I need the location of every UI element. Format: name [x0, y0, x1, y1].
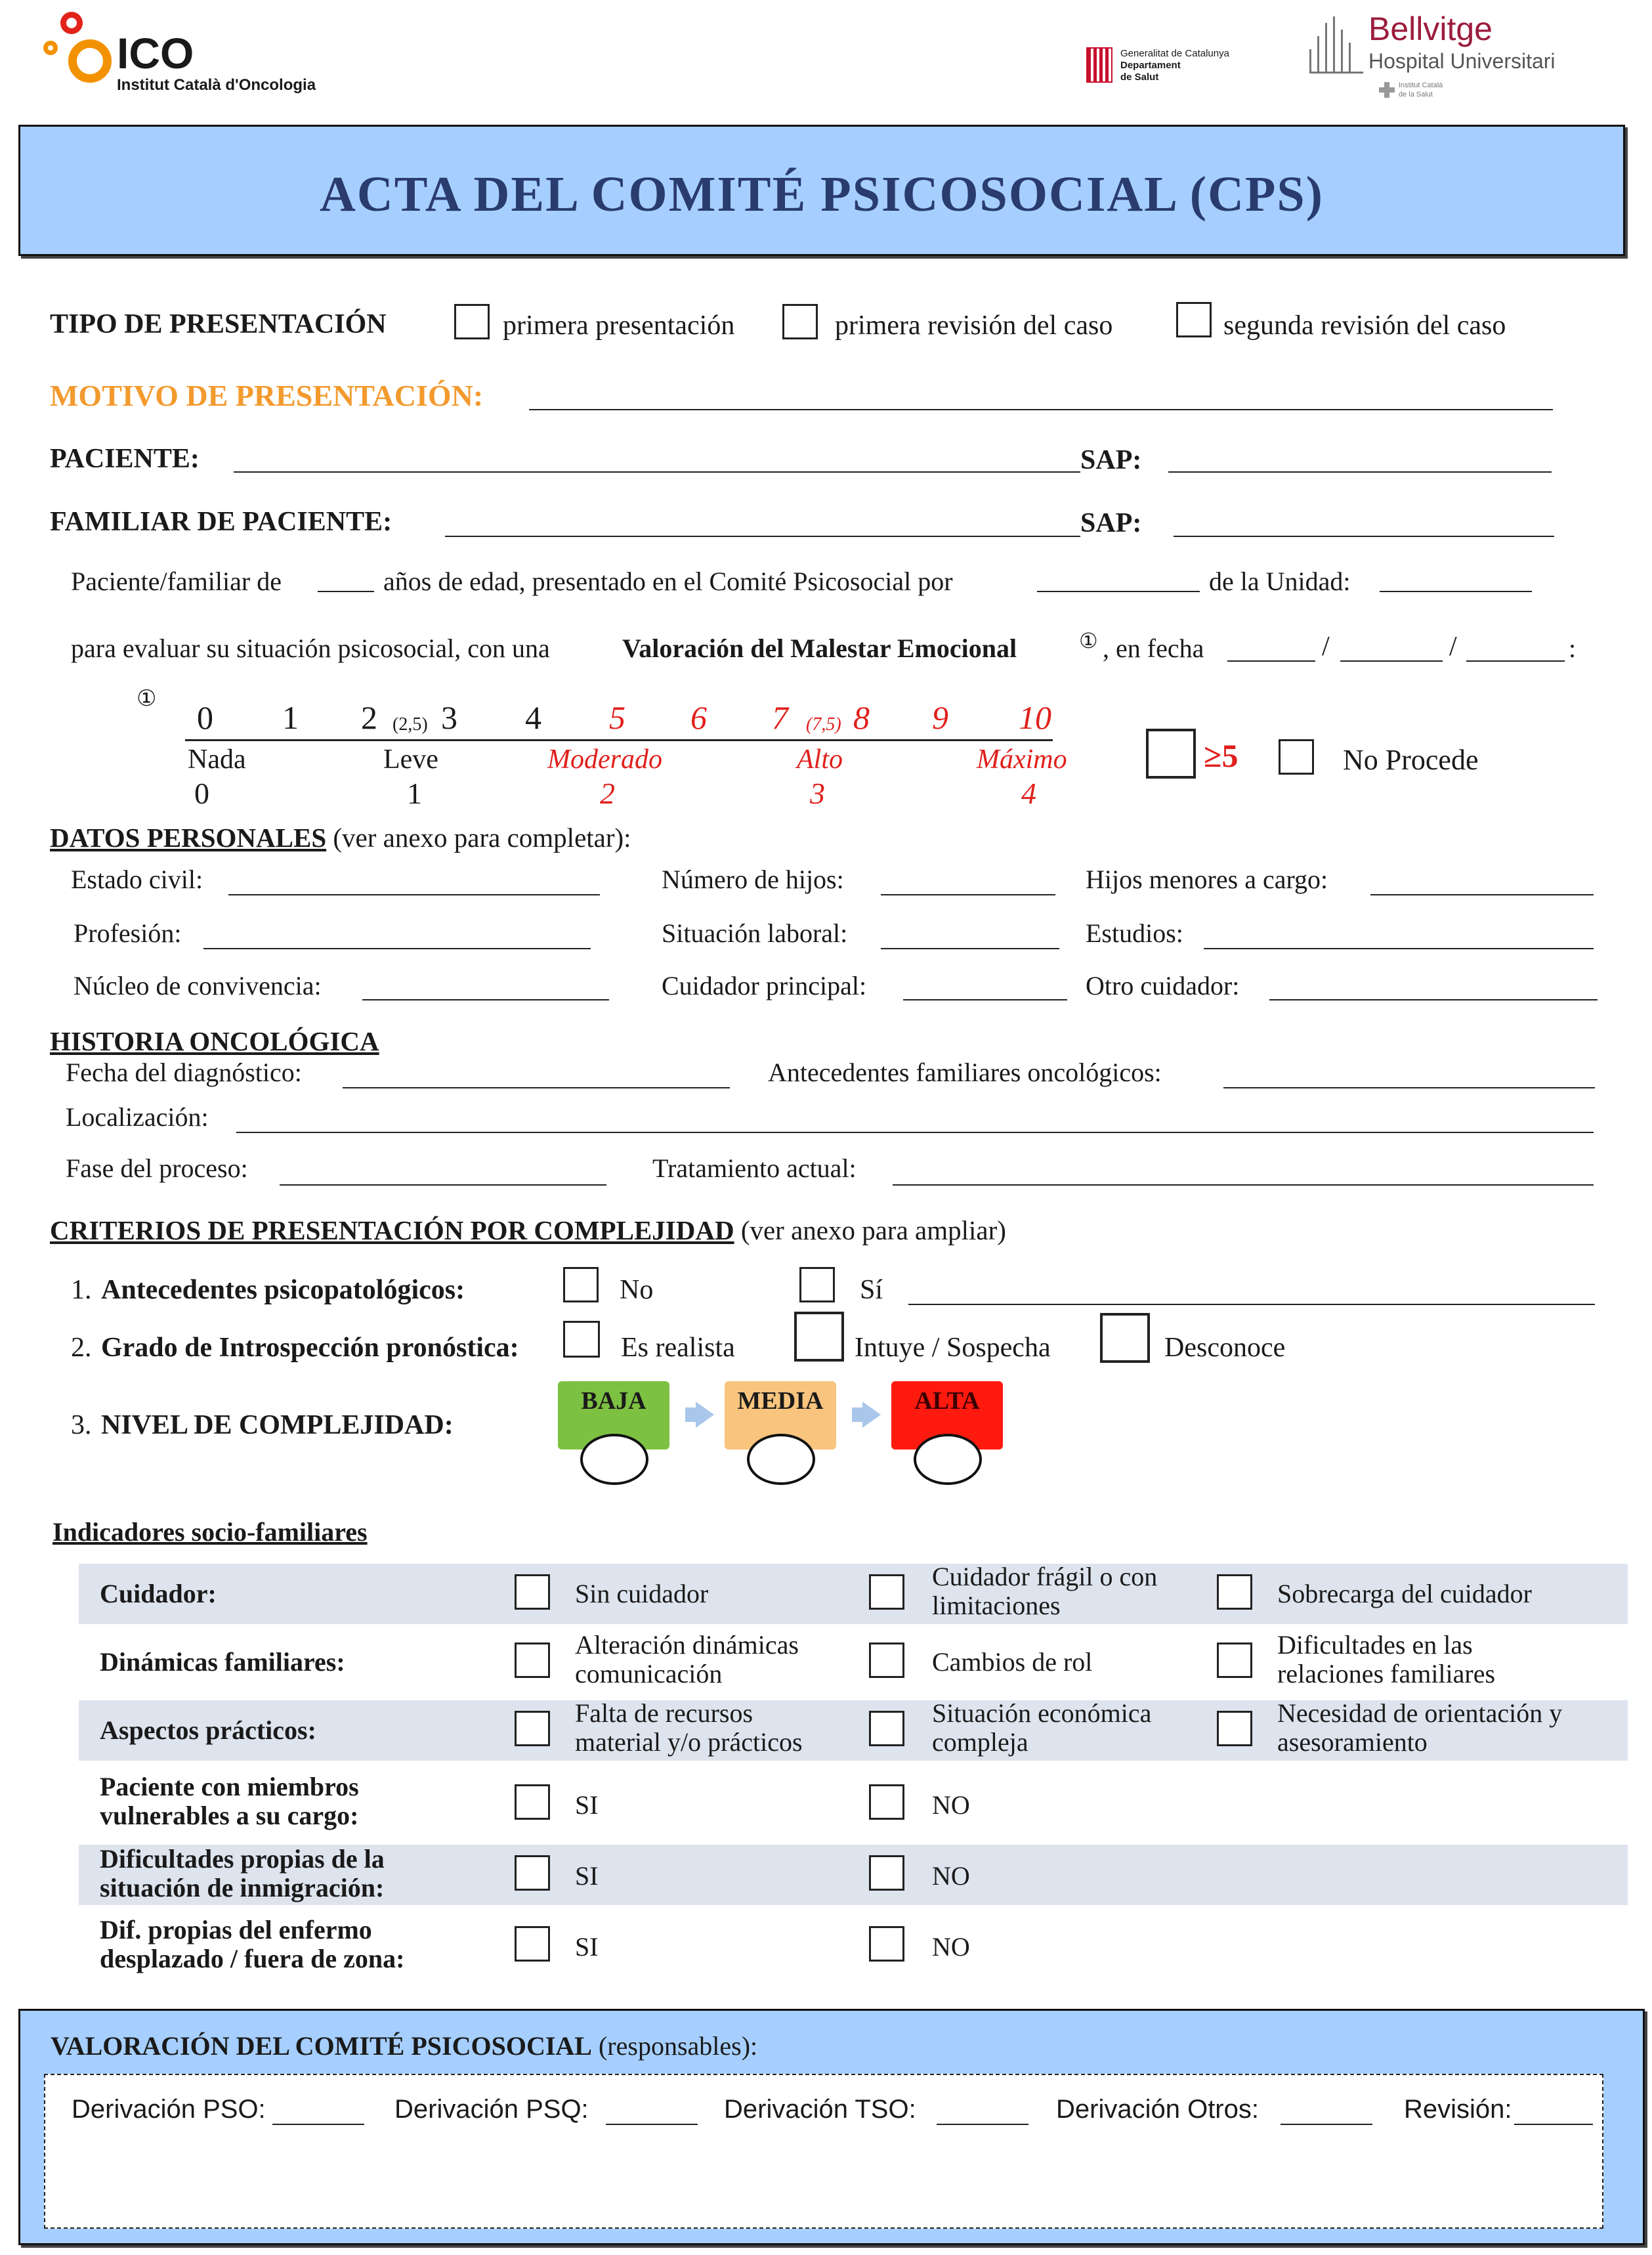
datos-heading — [50, 822, 631, 853]
sin-cuidador-checkbox[interactable] — [515, 1574, 550, 1610]
fecha-colon: : — [1569, 634, 1577, 663]
paciente-label: PACIENTE: — [50, 444, 200, 474]
tipo-primera-revision-checkbox[interactable] — [782, 304, 818, 339]
tipo-primera-revision-label: primera revisión del caso — [835, 311, 1113, 341]
introspeccion-realista-checkbox[interactable] — [563, 1321, 600, 1358]
familiar-field[interactable] — [445, 536, 1080, 537]
hijos-menores-label: Hijos menores a cargo: — [1086, 865, 1328, 894]
otro-cuidador-field[interactable] — [1269, 999, 1598, 1000]
vulnerables-label — [100, 1772, 359, 1830]
socio-title: Indicadores socio-familiares — [53, 1517, 368, 1547]
alteracion-dinamicas-checkbox[interactable] — [515, 1643, 550, 1678]
inmigracion-no-label: NO — [932, 1861, 970, 1891]
fase-proceso-label: Fase del proceso: — [66, 1153, 248, 1183]
gencat-logo — [1086, 46, 1270, 92]
otro-cuidador-label: Otro cuidador: — [1086, 971, 1240, 1000]
ge5-checkbox[interactable] — [1146, 729, 1196, 779]
nivel-baja-option[interactable] — [580, 1434, 648, 1485]
desplazado-line1: Dif. propias del enfermo — [100, 1915, 372, 1944]
tipo-segunda-revision-label: segunda revisión del caso — [1223, 311, 1506, 341]
profesion-field[interactable] — [203, 948, 591, 949]
vulnerables-si-checkbox[interactable] — [515, 1784, 550, 1820]
paciente-sap-field[interactable] — [1168, 471, 1552, 473]
situacion-economica-label — [932, 1699, 1151, 1757]
inmigracion-no-checkbox[interactable] — [869, 1855, 904, 1891]
derivacion-psq-field[interactable] — [606, 2124, 698, 2125]
num-hijos-field[interactable] — [881, 894, 1055, 895]
familiar-label: FAMILIAR DE PACIENTE: — [50, 507, 392, 537]
inmigracion-line2: situación de inmigración: — [100, 1873, 385, 1902]
cambios-rol-label: Cambios de rol — [932, 1647, 1093, 1677]
no-procede-checkbox[interactable] — [1279, 739, 1314, 775]
criterio-3-label: NIVEL DE COMPLEJIDAD: — [101, 1410, 454, 1440]
fase-proceso-field[interactable] — [280, 1184, 606, 1186]
intro-paciente-familiar: Paciente/familiar de — [71, 567, 282, 596]
ge5-label: ≥5 — [1204, 737, 1239, 774]
alteracion-line2: comunicación — [575, 1659, 723, 1688]
gencat-line3: de Salut — [1120, 72, 1159, 83]
estado-civil-label: Estado civil: — [71, 865, 203, 894]
arrow-right-icon — [696, 1402, 714, 1428]
inmigracion-si-checkbox[interactable] — [515, 1855, 550, 1891]
fecha-diagnostico-label: Fecha del diagnóstico: — [66, 1058, 302, 1087]
economica-line1: Situación económica — [932, 1698, 1152, 1728]
tratamiento-actual-field[interactable] — [893, 1184, 1594, 1186]
derivacion-pso-label: Derivación PSO: — [72, 2095, 266, 2124]
nivel-alta-badge: ALTA — [891, 1381, 1003, 1450]
derivacion-otros-field[interactable] — [1281, 2124, 1372, 2125]
desplazado-no-checkbox[interactable] — [869, 1926, 904, 1962]
scale-num-4: 4 — [525, 699, 541, 736]
vulnerables-line2: vulnerables a su cargo: — [100, 1801, 359, 1830]
tratamiento-actual-label: Tratamiento actual: — [652, 1153, 857, 1183]
paciente-sap-label: SAP: — [1080, 445, 1142, 475]
bellvitge-subtitle: Hospital Universitari — [1368, 49, 1556, 73]
valoracion-title-note: (responsables): — [591, 2031, 758, 2061]
vulnerables-si-label: SI — [575, 1790, 599, 1820]
motivo-field[interactable] — [529, 409, 1553, 410]
inmigracion-line1: Dificultades propias de la — [100, 1844, 385, 1874]
falta-line2: material y/o prácticos — [575, 1727, 803, 1757]
alteracion-line1: Alteración dinámicas — [575, 1630, 799, 1660]
cambios-rol-checkbox[interactable] — [869, 1643, 904, 1678]
fecha-mes-field[interactable] — [1340, 660, 1443, 662]
arrow-right-icon — [862, 1402, 881, 1428]
dinamicas-label: Dinámicas familiares: — [100, 1647, 345, 1677]
gencat-line2: Departament — [1120, 60, 1181, 71]
derivacion-pso-field[interactable] — [272, 2124, 364, 2125]
inmigracion-si-label: SI — [575, 1861, 599, 1891]
vulnerables-no-checkbox[interactable] — [869, 1784, 904, 1820]
scale-num-10: 10 — [1019, 699, 1051, 736]
cuidador-fragil-line1: Cuidador frágil o con — [932, 1562, 1158, 1591]
cuidador-principal-label: Cuidador principal: — [662, 971, 867, 1000]
scale-num-7-5: (7,5) — [806, 714, 841, 735]
revision-label: Revisión: — [1404, 2095, 1512, 2124]
criterio-3-number: 3. — [71, 1410, 92, 1440]
cuidador-fragil-label — [932, 1562, 1157, 1620]
familiar-sap-field[interactable] — [1174, 536, 1554, 537]
tipo-primera-presentacion-label: primera presentación — [503, 311, 735, 341]
desplazado-no-label: NO — [932, 1932, 970, 1962]
paciente-field[interactable] — [234, 471, 1080, 473]
intro-en-fecha: , en fecha — [1103, 634, 1204, 663]
fecha-slash-2: / — [1449, 632, 1457, 662]
desplazado-label — [100, 1916, 404, 1973]
sobrecarga-checkbox[interactable] — [1217, 1574, 1252, 1610]
valoracion-inner — [44, 2074, 1603, 2229]
ics-cross-icon — [1379, 82, 1395, 98]
bellvitge-bars-icon — [1309, 16, 1362, 73]
derivacion-tso-field[interactable] — [937, 2124, 1028, 2125]
nivel-baja-badge: BAJA — [558, 1381, 669, 1450]
estudios-label: Estudios: — [1086, 918, 1183, 948]
intro-anos-edad: años de edad, presentado en el Comité Psicosocial por — [383, 567, 953, 596]
orientacion-line2: asesoramiento — [1277, 1727, 1428, 1757]
valoracion-heading — [51, 2030, 757, 2061]
antecedentes-oncologicos-label: Antecedentes familiares oncológicos: — [768, 1058, 1162, 1087]
criterios-heading — [50, 1214, 1006, 1246]
introspeccion-desconoce-checkbox[interactable] — [1100, 1313, 1150, 1363]
unidad-field[interactable] — [1380, 591, 1532, 592]
valoracion-box — [18, 2009, 1645, 2245]
profesion-label: Profesión: — [74, 918, 182, 948]
scale-num-3: 3 — [441, 699, 457, 736]
tipo-label: TIPO DE PRESENTACIÓN — [50, 309, 387, 339]
intro-valoracion-malestar: Valoración del Malestar Emocional — [622, 634, 1017, 663]
fecha-ano-field[interactable] — [1466, 660, 1565, 662]
valoracion-title: VALORACIÓN DEL COMITÉ PSICOSOCIAL — [51, 2031, 592, 2061]
cuidador-fragil-line2: limitaciones — [932, 1591, 1061, 1620]
cuidador-fragil-checkbox[interactable] — [869, 1574, 904, 1610]
antecedentes-si-checkbox[interactable] — [799, 1267, 835, 1302]
estado-civil-field[interactable] — [228, 894, 600, 895]
nivel-media-option[interactable] — [747, 1434, 815, 1485]
historia-title: HISTORIA ONCOLÓGICA — [50, 1026, 379, 1056]
economica-line2: compleja — [932, 1727, 1028, 1757]
scale-word-nada: Nada — [188, 744, 246, 775]
cuidador-principal-field[interactable] — [903, 999, 1067, 1000]
scale-num-2-5: (2,5) — [392, 714, 428, 735]
situacion-laboral-label: Situación laboral: — [662, 918, 848, 948]
nivel-alta-option[interactable] — [914, 1434, 982, 1485]
scale-axis-line — [185, 739, 1053, 741]
scale-level-4: 4 — [1021, 777, 1036, 810]
necesidad-orientacion-checkbox[interactable] — [1217, 1711, 1252, 1746]
scale-num-9: 9 — [932, 699, 948, 736]
antecedentes-oncologicos-field[interactable] — [1223, 1087, 1595, 1088]
estudios-field[interactable] — [1204, 948, 1594, 949]
antecedentes-no-checkbox[interactable] — [563, 1267, 599, 1302]
ico-name: ICO — [117, 29, 194, 77]
sobrecarga-label: Sobrecarga del cuidador — [1277, 1579, 1532, 1608]
nucleo-field[interactable] — [362, 999, 609, 1000]
revision-field[interactable] — [1514, 2124, 1593, 2125]
falta-recursos-checkbox[interactable] — [515, 1711, 550, 1746]
scale-num-5: 5 — [609, 699, 625, 736]
page-title: ACTA DEL COMITÉ PSICOSOCIAL (CPS) — [320, 167, 1324, 222]
criterios-note: (ver anexo para ampliar) — [734, 1215, 1006, 1245]
introspeccion-intuye-label: Intuye / Sospecha — [855, 1333, 1051, 1363]
fecha-diagnostico-field[interactable] — [343, 1087, 730, 1088]
scale-num-1: 1 — [282, 699, 299, 736]
antecedentes-si-label: Sí — [860, 1275, 883, 1305]
criterio-1-number: 1. — [71, 1275, 92, 1305]
localizacion-label: Localización: — [66, 1102, 209, 1132]
dificultades-relaciones-label — [1277, 1631, 1495, 1688]
sin-cuidador-label: Sin cuidador — [575, 1579, 709, 1608]
inmigracion-label — [100, 1845, 385, 1902]
scale-level-3: 3 — [810, 777, 825, 810]
fecha-slash-1: / — [1322, 632, 1330, 662]
ics-line2: de la Salut — [1399, 91, 1433, 98]
introspeccion-intuye-checkbox[interactable] — [794, 1312, 844, 1362]
cuidador-label: Cuidador: — [100, 1579, 217, 1608]
criterio-2-number: 2. — [71, 1333, 92, 1363]
scale-num-7: 7 — [772, 699, 788, 736]
scale-level-2: 2 — [600, 777, 615, 810]
falta-line1: Falta de recursos — [575, 1698, 753, 1728]
num-hijos-label: Número de hijos: — [662, 865, 844, 894]
desplazado-si-checkbox[interactable] — [515, 1926, 550, 1962]
bellvitge-logo — [1309, 10, 1585, 108]
scale-word-moderado: Moderado — [547, 744, 662, 775]
dificultades-line1: Dificultades en las — [1277, 1630, 1473, 1660]
nucleo-label: Núcleo de convivencia: — [74, 971, 322, 1000]
criterios-title: CRITERIOS DE PRESENTACIÓN POR COMPLEJIDAD — [50, 1215, 734, 1245]
scale-footnote-marker: ① — [137, 687, 157, 711]
no-procede-label: No Procede — [1343, 744, 1479, 776]
ics-line1: Institut Català — [1399, 81, 1443, 89]
scale-num-0: 0 — [197, 699, 213, 736]
intro-footnote-marker: ① — [1079, 629, 1098, 653]
gencat-flag-icon — [1086, 47, 1112, 83]
vulnerables-no-label: NO — [932, 1790, 970, 1820]
scale-level-0: 0 — [194, 777, 209, 810]
edad-field[interactable] — [318, 591, 374, 592]
intro-evaluar: para evaluar su situación psicosocial, con una — [71, 634, 550, 663]
desplazado-si-label: SI — [575, 1932, 599, 1962]
derivacion-psq-label: Derivación PSQ: — [394, 2095, 589, 2124]
criterio-2-label: Grado de Introspección pronóstica: — [101, 1333, 519, 1363]
derivacion-tso-label: Derivación TSO: — [724, 2095, 916, 2124]
datos-title: DATOS PERSONALES — [50, 823, 327, 853]
situacion-laboral-field[interactable] — [881, 948, 1059, 949]
scale-word-leve: Leve — [383, 744, 438, 775]
dificultades-line2: relaciones familiares — [1277, 1659, 1496, 1688]
situacion-economica-checkbox[interactable] — [869, 1711, 904, 1746]
fecha-dia-field[interactable] — [1227, 660, 1315, 662]
title-box — [18, 125, 1625, 256]
scale-word-alto: Alto — [797, 744, 843, 775]
alteracion-dinamicas-label — [575, 1631, 799, 1688]
necesidad-orientacion-label — [1277, 1699, 1562, 1757]
vulnerables-line1: Paciente con miembros — [100, 1772, 359, 1801]
scale-num-8: 8 — [853, 699, 870, 736]
falta-recursos-label — [575, 1699, 803, 1757]
ico-full-name: Institut Català d'Oncologia — [117, 76, 316, 94]
introspeccion-realista-label: Es realista — [621, 1333, 735, 1363]
introspeccion-desconoce-label: Desconoce — [1164, 1333, 1286, 1363]
gencat-line1: Generalitat de Catalunya — [1120, 48, 1229, 59]
ico-logo — [39, 7, 354, 92]
presentado-por-field[interactable] — [1037, 591, 1200, 592]
intro-de-la-unidad: de la Unidad: — [1209, 567, 1351, 596]
familiar-sap-label: SAP: — [1080, 508, 1142, 538]
motivo-label: MOTIVO DE PRESENTACIÓN: — [50, 379, 484, 412]
orientacion-line1: Necesidad de orientación y — [1277, 1698, 1563, 1728]
desplazado-line2: desplazado / fuera de zona: — [100, 1944, 405, 1973]
dificultades-relaciones-checkbox[interactable] — [1217, 1643, 1252, 1678]
scale-num-2: 2 — [361, 699, 377, 736]
datos-note: (ver anexo para completar): — [326, 823, 631, 853]
tipo-primera-presentacion-checkbox[interactable] — [454, 304, 490, 339]
scale-word-maximo: Máximo — [977, 744, 1067, 775]
criterio-1-label: Antecedentes psicopatológicos: — [101, 1275, 465, 1305]
derivacion-otros-label: Derivación Otros: — [1056, 2095, 1259, 2124]
tipo-segunda-revision-checkbox[interactable] — [1176, 302, 1212, 337]
scale-level-1: 1 — [407, 777, 422, 810]
antecedentes-no-label: No — [620, 1275, 654, 1305]
bellvitge-name: Bellvitge — [1368, 11, 1493, 47]
practicos-label: Aspectos prácticos: — [100, 1715, 316, 1745]
scale-num-6: 6 — [690, 699, 707, 736]
antecedentes-si-field[interactable] — [908, 1304, 1595, 1305]
hijos-menores-field[interactable] — [1370, 894, 1594, 895]
localizacion-field[interactable] — [236, 1132, 1594, 1133]
nivel-media-badge: MEDIA — [725, 1381, 836, 1450]
